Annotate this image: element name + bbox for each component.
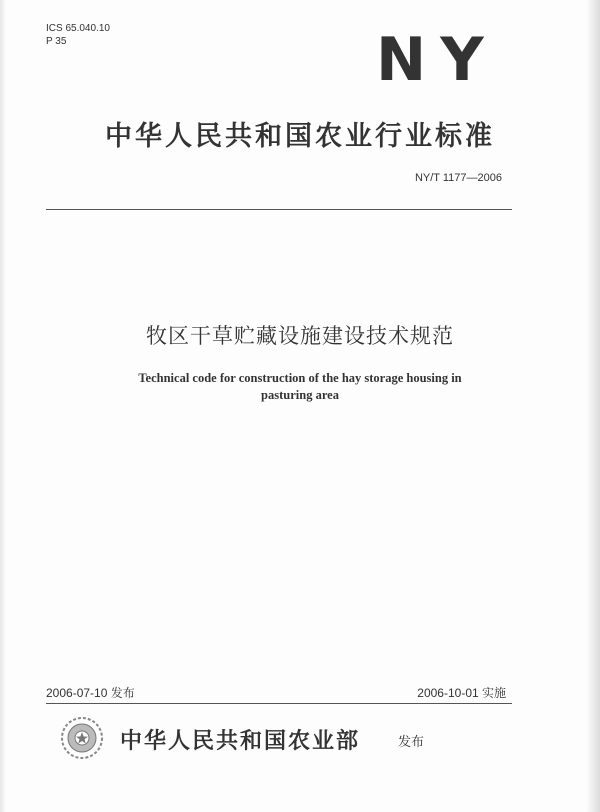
title-english [80,370,520,404]
implementation-date: 2006-10-01 实施 [417,686,506,700]
title-english-line-1: Technical code for construction of the hay storage housing in [138,371,462,385]
top-divider [46,209,512,210]
ccs-code: P 35 [46,36,67,47]
ny-logo: NY [376,25,498,95]
title-chinese: 牧区干草贮藏设施建设技术规范 [146,324,454,348]
classification-codes [46,22,110,48]
bottom-divider [46,703,512,704]
issue-label: 发布 [398,735,425,750]
title-english-line-2: pasturing area [261,388,339,402]
ics-code: ICS 65.040.10 [46,23,110,34]
issuing-authority: 中华人民共和国农业部 [120,729,361,754]
standard-number: NY/T 1177—2006 [414,172,502,184]
national-emblem-icon [60,716,104,760]
issue-date: 2006-07-10 发布 [46,686,135,700]
standard-category: 中华人民共和国农业行业标准 [105,121,495,152]
